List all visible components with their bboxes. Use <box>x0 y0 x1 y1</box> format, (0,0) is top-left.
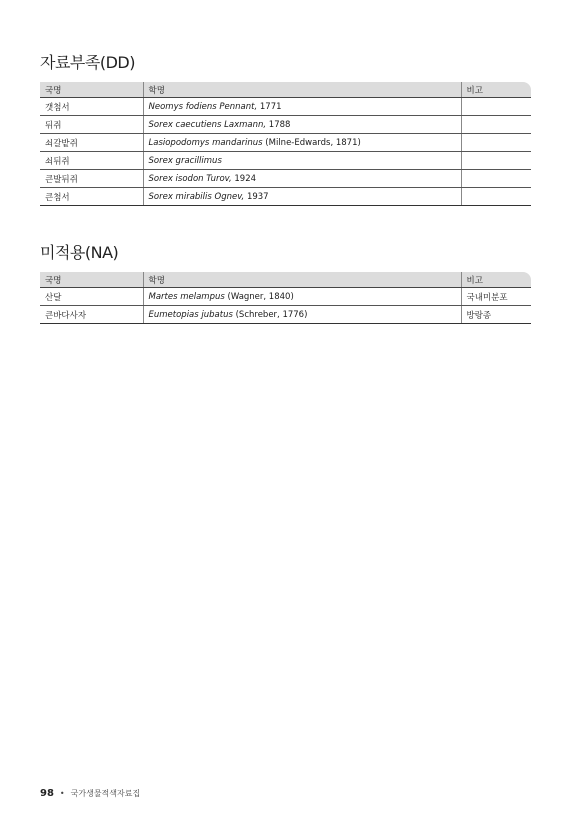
common-name: 큰발뒤쥐 <box>40 170 143 188</box>
common-name: 갯첨서 <box>40 98 143 116</box>
note <box>461 152 531 170</box>
table-row <box>40 188 531 206</box>
page-number: 98 <box>40 788 54 799</box>
table-row <box>40 98 531 116</box>
note <box>461 170 531 188</box>
scientific-name: Martes melampus (Wagner, 1840) <box>143 288 461 306</box>
table-header-row <box>40 82 531 98</box>
common-name: 큰첨서 <box>40 188 143 206</box>
scientific-name: Eumetopias jubatus (Schreber, 1776) <box>143 306 461 324</box>
section-na <box>40 242 531 324</box>
table-row <box>40 116 531 134</box>
common-name: 큰바다사자 <box>40 306 143 324</box>
common-name: 뒤쥐 <box>40 116 143 134</box>
species-table <box>40 82 531 206</box>
note: 방랑종 <box>461 306 531 324</box>
section-dd <box>40 52 531 206</box>
page-footer <box>40 788 140 799</box>
note <box>461 188 531 206</box>
table-row <box>40 134 531 152</box>
scientific-name: Lasiopodomys mandarinus (Milne-Edwards, 1871) <box>143 134 461 152</box>
table-header-row <box>40 272 531 288</box>
header-note: 비고 <box>461 272 531 288</box>
scientific-name: Sorex mirabilis Ognev, 1937 <box>143 188 461 206</box>
table-row <box>40 170 531 188</box>
scientific-name: Neomys fodiens Pennant, 1771 <box>143 98 461 116</box>
section-title: 자료부족(DD) <box>40 53 135 72</box>
table-row <box>40 152 531 170</box>
book-title: 국가생물적색자료집 <box>70 789 141 798</box>
scientific-name: Sorex isodon Turov, 1924 <box>143 170 461 188</box>
header-note: 비고 <box>461 82 531 98</box>
note <box>461 116 531 134</box>
common-name: 산달 <box>40 288 143 306</box>
header-common-name: 국명 <box>40 272 143 288</box>
note <box>461 134 531 152</box>
common-name: 쇠뒤쥐 <box>40 152 143 170</box>
scientific-name: Sorex caecutiens Laxmann, 1788 <box>143 116 461 134</box>
common-name: 쇠갈밭쥐 <box>40 134 143 152</box>
header-common-name: 국명 <box>40 82 143 98</box>
note: 국내미분포 <box>461 288 531 306</box>
header-scientific-name: 학명 <box>143 82 461 98</box>
table-row <box>40 306 531 324</box>
section-title: 미적용(NA) <box>40 243 119 262</box>
scientific-name: Sorex gracillimus <box>143 152 461 170</box>
species-table <box>40 272 531 324</box>
table-row <box>40 288 531 306</box>
header-scientific-name: 학명 <box>143 272 461 288</box>
footer-separator: • <box>59 789 65 798</box>
note <box>461 98 531 116</box>
